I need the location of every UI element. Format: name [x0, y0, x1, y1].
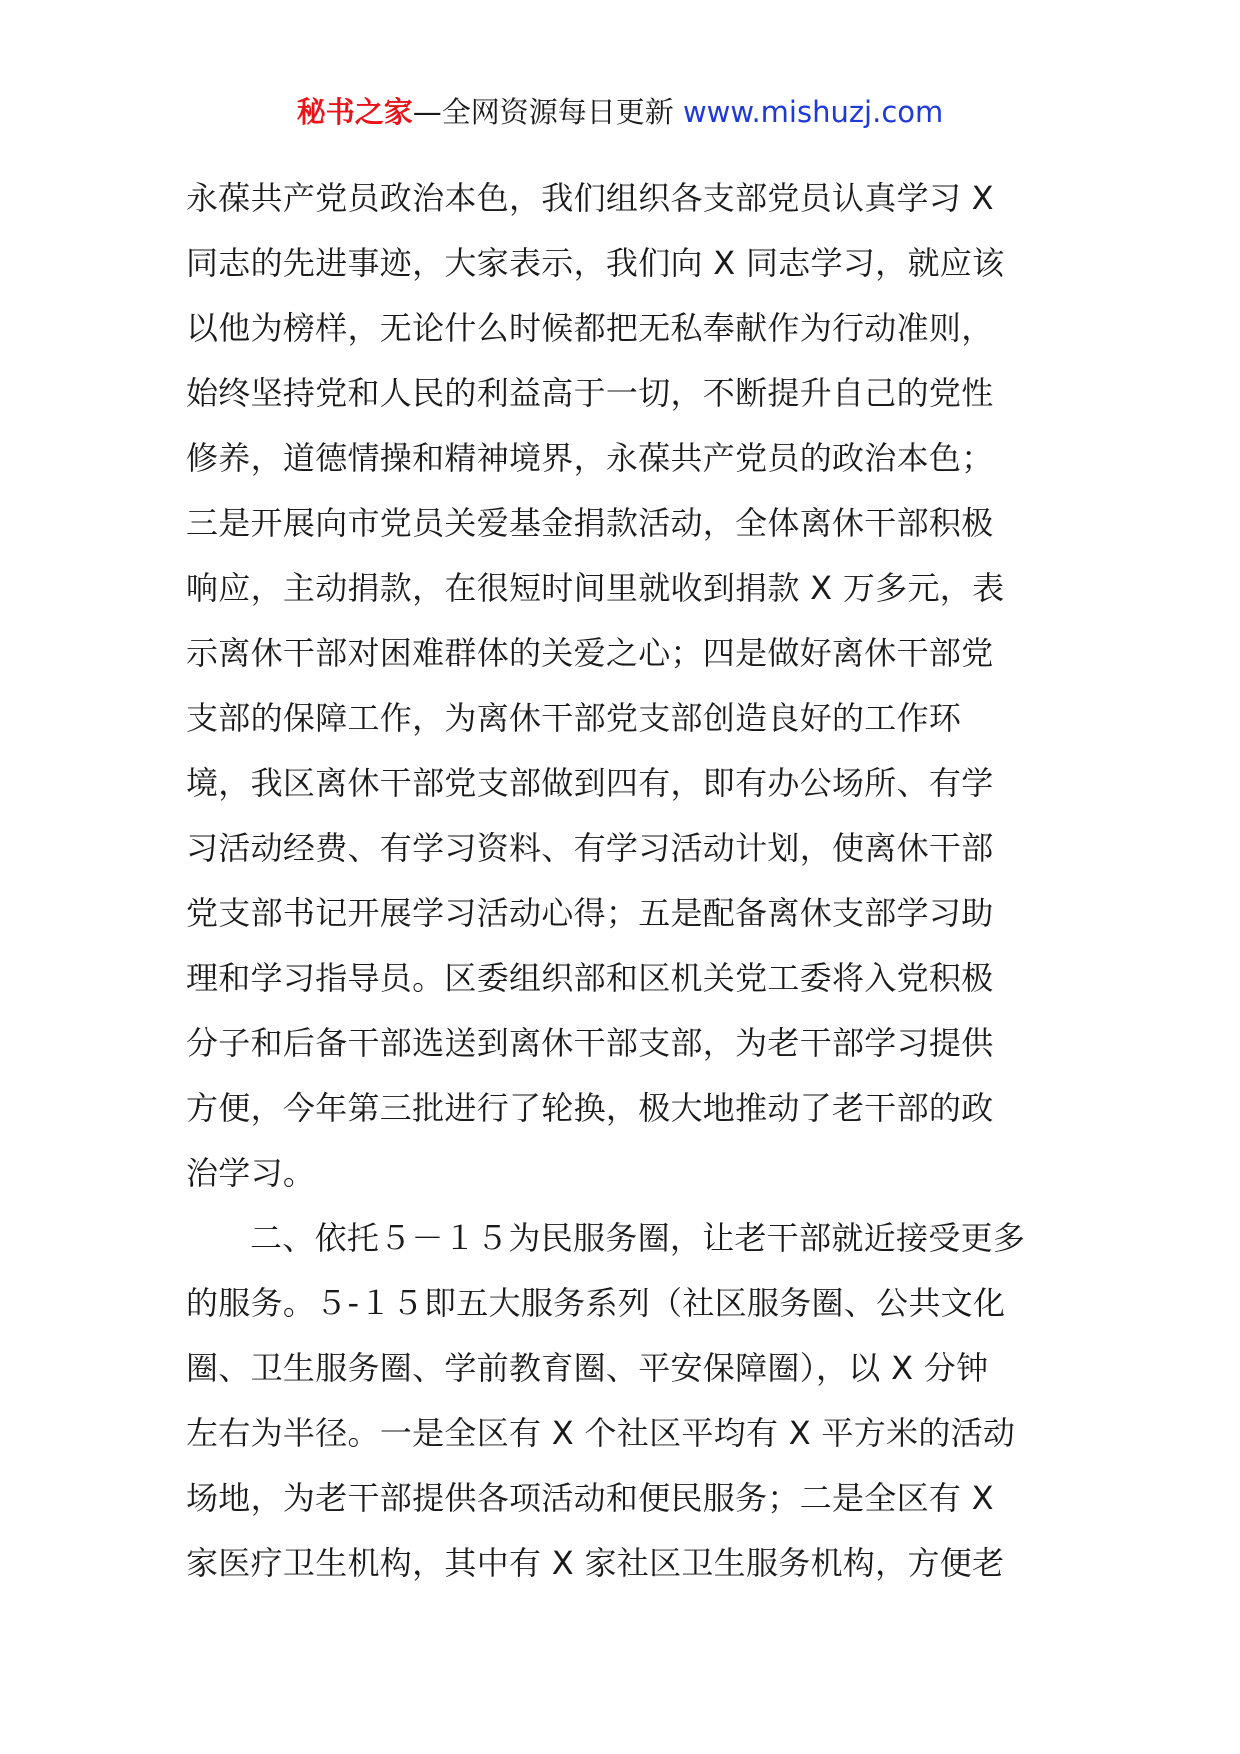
text-line: 的服务。５-１５即五大服务系列（社区服务圈、公共文化 [186, 1284, 1006, 1322]
brand-name: 秘书之家 [296, 95, 413, 129]
document-body [186, 166, 1066, 1596]
section-heading-line: 二、依托５－１５为民服务圈，让老干部就近接受更多 [250, 1219, 1026, 1257]
watermark-header [0, 92, 1240, 132]
text-line: 修养，道德情操和精神境界，永葆共产党员的政治本色； [186, 439, 994, 477]
text-line: 永葆共产党员政治本色，我们组织各支部党员认真学习 X [186, 179, 994, 217]
text-line: 分子和后备干部选送到离休干部支部，为老干部学习提供 [186, 1024, 994, 1062]
text-line: 场地，为老干部提供各项活动和便民服务；二是全区有 X [186, 1479, 994, 1517]
text-line: 始终坚持党和人民的利益高于一切，不断提升自己的党性 [186, 374, 994, 412]
text-line: 三是开展向市党员关爱基金捐款活动，全体离休干部积极 [186, 504, 994, 542]
text-line: 圈、卫生服务圈、学前教育圈、平安保障圈），以 X 分钟 [186, 1349, 989, 1387]
text-line: 方便，今年第三批进行了轮换，极大地推动了老干部的政 [186, 1089, 994, 1127]
text-line: 左右为半径。一是全区有 X 个社区平均有 X 平方米的活动 [186, 1414, 1016, 1452]
text-line: 家医疗卫生机构，其中有 X 家社区卫生服务机构，方便老 [186, 1544, 1005, 1582]
text-line: 响应，主动捐款，在很短时间里就收到捐款 X 万多元，表 [186, 569, 1005, 607]
text-line: 示离休干部对困难群体的关爱之心；四是做好离休干部党 [186, 634, 994, 672]
text-line: 习活动经费、有学习资料、有学习活动计划，使离休干部 [186, 829, 994, 867]
header-tagline: —全网资源每日更新 [412, 95, 683, 129]
text-line: 同志的先进事迹，大家表示，我们向 X 同志学习，就应该 [186, 244, 1005, 282]
site-url: www.mishuzj.com [682, 95, 944, 129]
text-line: 理和学习指导员。区委组织部和区机关党工委将入党积极 [186, 959, 994, 997]
text-line: 境，我区离休干部党支部做到四有，即有办公场所、有学 [186, 764, 994, 802]
text-line: 支部的保障工作，为离休干部党支部创造良好的工作环 [186, 699, 962, 737]
text-line: 党支部书记开展学习活动心得；五是配备离休支部学习助 [186, 894, 994, 932]
text-line: 治学习。 [186, 1154, 316, 1192]
text-line: 以他为榜样，无论什么时候都把无私奉献作为行动准则， [186, 309, 994, 347]
